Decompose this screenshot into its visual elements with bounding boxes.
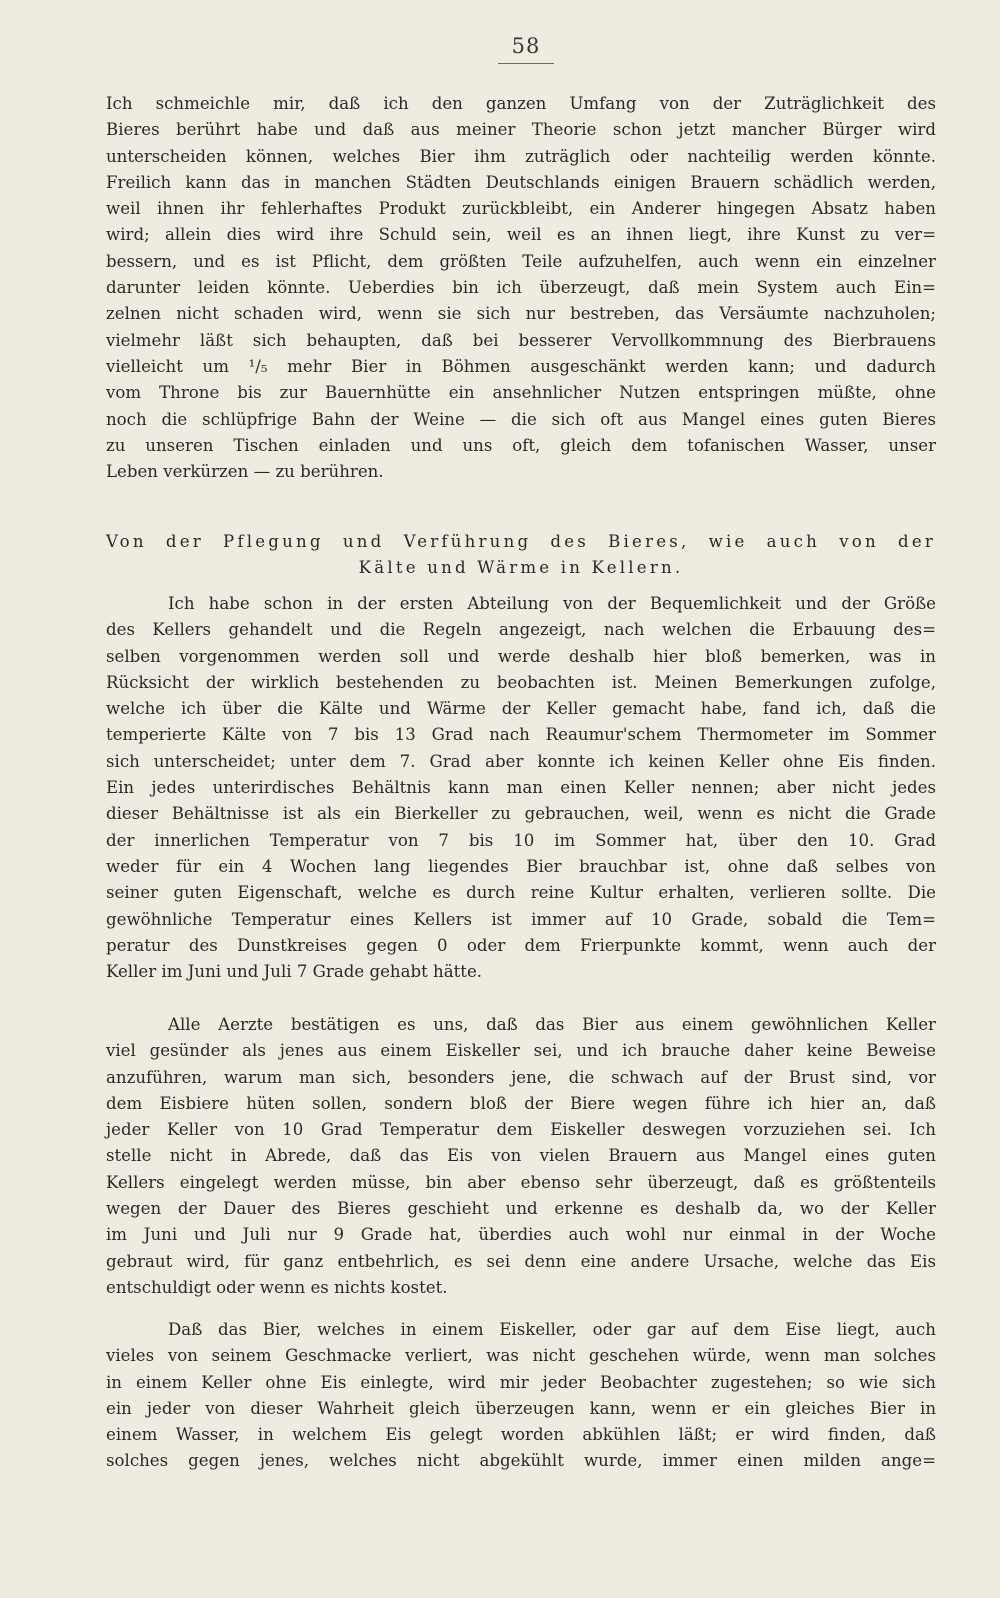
heading-line: Von der Pflegung und Verführung des Bieres, wie auch von der	[106, 532, 936, 551]
text-line: Freilich kann das in manchen Städten Deutschlands einigen Brauern schädlich werden,	[106, 172, 936, 192]
heading-line: Kälte und Wärme in Kellern.	[358, 558, 684, 578]
text-line: welche ich über die Kälte und Wärme der Keller gemacht habe, fand ich, daß die	[106, 699, 936, 719]
text-line: temperierte Kälte von 7 bis 13 Grad nach Reaumur'schem Thermometer im Sommer	[106, 725, 936, 745]
text-line: gewöhnliche Temperatur eines Kellers ist immer auf 10 Grade, sobald die Tem=	[106, 909, 936, 929]
paragraph-2	[106, 591, 936, 985]
text-line: noch die schlüpfrige Bahn der Weine — die sich oft aus Mangel eines guten Bieres	[106, 409, 936, 429]
text-line: des Kellers gehandelt und die Regeln angezeigt, nach welchen die Erbauung des=	[106, 620, 936, 640]
text-line: selben vorgenommen werden soll und werde deshalb hier bloß bemerken, was in	[106, 646, 936, 666]
text-line: jeder Keller von 10 Grad Temperatur dem Eiskeller deswegen vorzuziehen sei. Ich	[106, 1120, 936, 1140]
text-line: Daß das Bier, welches in einem Eiskeller, oder gar auf dem Eise liegt, auch	[168, 1320, 936, 1339]
text-line: in einem Keller ohne Eis einlegte, wird mir jeder Beobachter zugestehen; so wie sich	[106, 1372, 936, 1392]
text-line: einem Wasser, in welchem Eis gelegt worden abkühlen läßt; er wird finden, daß	[106, 1425, 936, 1445]
text-line: peratur des Dunstkreises gegen 0 oder dem Frierpunkte kommt, wenn auch der	[106, 935, 936, 955]
text-line: Kellers eingelegt werden müsse, bin aber ebenso sehr überzeugt, daß es größtenteils	[106, 1172, 936, 1192]
text-line: Ein jedes unterirdisches Behältnis kann man einen Keller nennen; aber nicht jedes	[106, 778, 936, 798]
text-line: sich unterscheidet; unter dem 7. Grad aber konnte ich keinen Keller ohne Eis finden.	[106, 751, 936, 771]
text-line: vielleicht um ¹/₅ mehr Bier in Böhmen ausgeschänkt werden kann; und dadurch	[106, 356, 936, 376]
text-line: unterscheiden können, welches Bier ihm zuträglich oder nachteilig werden könnte.	[106, 146, 936, 166]
text-line: wird; allein dies wird ihre Schuld sein, weil es an ihnen liegt, ihre Kunst zu ver=	[106, 225, 936, 245]
text-line: wegen der Dauer des Bieres geschieht und erkenne es deshalb da, wo der Keller	[106, 1199, 936, 1219]
text-line: zelnen nicht schaden wird, wenn sie sich nur bestreben, das Versäumte nachzuholen;	[106, 304, 936, 324]
text-line: bessern, und es ist Pflicht, dem größten Teile aufzuhelfen, auch wenn ein einzelner	[106, 251, 936, 271]
text-line: weder für ein 4 Wochen lang liegendes Bier brauchbar ist, ohne daß selbes von	[106, 856, 936, 876]
text-line: Alle Aerzte bestätigen es uns, daß das Bier aus einem gewöhnlichen Keller	[168, 1015, 936, 1034]
text-line: Keller im Juni und Juli 7 Grade gehabt hätte.	[106, 962, 483, 982]
text-line: stelle nicht in Abrede, daß das Eis von vielen Brauern aus Mangel eines guten	[106, 1146, 936, 1166]
text-line: Bieres berührt habe und daß aus meiner Theorie schon jetzt mancher Bürger wird	[106, 120, 936, 140]
text-line: dem Eisbiere hüten sollen, sondern bloß der Biere wegen führe ich hier an, daß	[106, 1093, 936, 1113]
paragraph-3	[106, 1012, 936, 1301]
page-number-rule	[498, 63, 554, 64]
text-line: zu unseren Tischen einladen und uns oft, gleich dem tofanischen Wasser, unser	[106, 435, 936, 455]
text-line: viel gesünder als jenes aus einem Eiskeller sei, und ich brauche daher keine Beweise	[106, 1041, 936, 1061]
page-number: 58	[511, 34, 541, 58]
text-line: der innerlichen Temperatur von 7 bis 10 im Sommer hat, über den 10. Grad	[106, 830, 936, 850]
text-line: dieser Behältnisse ist als ein Bierkeller zu gebrauchen, weil, wenn es nicht die Grade	[106, 804, 936, 824]
text-line: im Juni und Juli nur 9 Grade hat, überdies auch wohl nur einmal in der Woche	[106, 1225, 936, 1245]
text-line: entschuldigt oder wenn es nichts kostet.	[106, 1277, 448, 1297]
text-line: gebraut wird, für ganz entbehrlich, es sei denn eine andere Ursache, welche das Eis	[106, 1251, 936, 1271]
text-line: vieles von seinem Geschmacke verliert, was nicht geschehen würde, wenn man solches	[106, 1346, 936, 1366]
text-line: Ich schmeichle mir, daß ich den ganzen Umfang von der Zuträglichkeit des	[106, 94, 936, 113]
text-line: seiner guten Eigenschaft, welche es durch reine Kultur erhalten, verlieren sollte. Die	[106, 883, 936, 903]
text-line: vielmehr läßt sich behaupten, daß bei besserer Vervollkommnung des Bierbrauens	[106, 330, 936, 350]
section-heading	[106, 529, 936, 582]
text-line: weil ihnen ihr fehlerhaftes Produkt zurückbleibt, ein Anderer hingegen Absatz haben	[106, 199, 936, 219]
text-line: Leben verkürzen — zu berühren.	[106, 462, 384, 482]
paragraph-4	[106, 1317, 936, 1475]
text-line: anzuführen, warum man sich, besonders jene, die schwach auf der Brust sind, vor	[106, 1067, 936, 1087]
text-line: ein jeder von dieser Wahrheit gleich überzeugen kann, wenn er ein gleiches Bier in	[106, 1398, 936, 1418]
text-line: Ich habe schon in der ersten Abteilung von der Bequemlichkeit und der Größe	[168, 594, 936, 613]
text-line: solches gegen jenes, welches nicht abgekühlt wurde, immer einen milden ange=	[106, 1451, 936, 1471]
paragraph-1	[106, 91, 936, 485]
text-line: darunter leiden könnte. Ueberdies bin ich überzeugt, daß mein System auch Ein=	[106, 278, 936, 298]
text-line: Rücksicht der wirklich bestehenden zu beobachten ist. Meinen Bemerkungen zufolge,	[106, 672, 936, 692]
text-line: vom Throne bis zur Bauernhütte ein ansehnlicher Nutzen entspringen müßte, ohne	[106, 383, 936, 403]
